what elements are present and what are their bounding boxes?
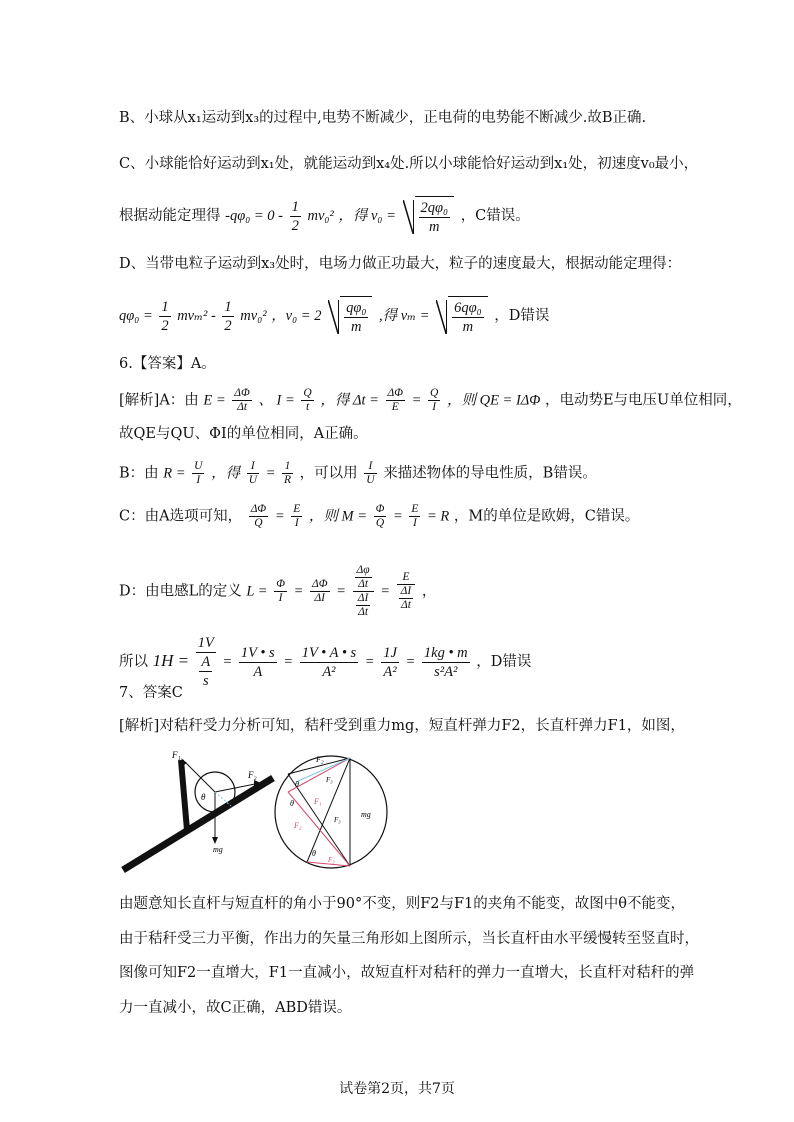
- sqrt-v0: $\frac{\text{2qφ₀}}{m}$: [403, 196, 455, 236]
- label-f3-b: F₃: [334, 816, 341, 824]
- label-theta: θ: [201, 792, 206, 802]
- q7-analysis-line2: 由题意知长直杆与短直杆的角小于90°不变，则F2与F1的夹角不能变，故图中θ不能变，: [119, 896, 685, 912]
- q6-analysis-d: D：由电感L的定义 L = $\frac{\Phi}{I}$ = $\frac{\Delta\Phi}{\Delta I}$ = $\frac{\frac{\Delta\varphi}{\Delta t}}{\frac{\Delta I}{\Delta t}}$ = $\frac{E}{\frac{\Delta I}{\Delta t}}$ ，: [119, 564, 437, 618]
- label-f3-c: F₃: [328, 856, 335, 864]
- label-theta-a: θ: [295, 780, 299, 789]
- q6-analysis-b: B：由 R = $\frac{U}{I}$ ，得 $\frac{I}{U}$ = $\frac{1}{R}$ ，可以用 $\frac{I}{U}$ 来描述物体的导电性质，B错误。: [119, 460, 597, 486]
- label-mg: mg: [213, 845, 223, 854]
- q7-analysis-line1: [解析]对秸秆受力分析可知，秸秆受到重力mg，短直杆弹力F2，长直杆弹力F1，如图，: [119, 718, 685, 734]
- label-f3-a: F₃: [326, 776, 333, 784]
- q6-unit-equation: 所以 1H = $\frac{1V}{\frac{A}{s}}$ = $\frac{1V • s}{A}$ = $\frac{1V • A • s}{\text{A²}}$ = $\frac{1J}{\text{A²}}$ = $\frac{1kg • m}{\text{s²A²}}$ ，D错误: [119, 635, 532, 689]
- label-f2: F₂: [248, 770, 257, 780]
- option-c-line1: C、小球能恰好运动到x₁处，就能运动到x₄处.所以小球能恰好运动到x₁处，初速度v₀最小，: [119, 156, 699, 172]
- label-f1: F₁: [172, 750, 181, 760]
- label-circle-mg: mg: [361, 810, 371, 819]
- page-footer: 试卷第2页，共7页: [339, 1081, 455, 1097]
- q6-analysis-a: [解析]A：由 E = $\frac{\Delta\Phi}{\Delta t}$ 、 I = $\frac{Q}{t}$ ，得 Δt = $\frac{\Delta\Phi}{E}$ = $\frac{Q}{I}$ ，则 QE = IΔΦ ，电动势E与电压U单位相同，: [119, 387, 742, 413]
- label-circle-f2: F₂: [316, 755, 324, 764]
- q6-answer: 6.【答案】A。: [119, 356, 216, 372]
- q7-analysis-line3: 由于秸秆受三力平衡，作出力的矢量三角形如上图所示，当长直杆由水平缓慢转至竖直时，: [119, 931, 699, 947]
- q6-analysis-c: C：由A选项可知， $\frac{\Delta\Phi}{Q}$ = $\frac{E}{I}$ ，则 M = $\frac{\Phi}{Q}$ = $\frac{E}{I}$ = R ，M的单位是欧姆，C错误。: [119, 503, 640, 529]
- option-d-equation-line: qφ₀ = $\frac{1}{2}$ mvₘ² - $\frac{1}{2}$ mv₀² ，v₀ = 2 $\frac{\text{qφ₀}}{m}$ ,得 vₘ = $\frac{\text{6qφ₀}}{m}$ ，D错误: [119, 296, 549, 336]
- vector-triangle-diagram: [270, 742, 392, 882]
- q7-analysis-line5: 力一直减小，故C正确，ABD错误。: [119, 1000, 352, 1016]
- label-theta-c: θ: [312, 849, 316, 858]
- option-d-line1: D、当带电粒子运动到x₃处时，电场力做正功最大，粒子的速度最大，根据动能定理得：: [119, 256, 682, 272]
- label-red-f1: F₁: [314, 797, 322, 806]
- label-red-f2: F₂: [294, 821, 302, 830]
- option-c-equation-line: 根据动能定理得 -qφ₀ = 0 - $\frac{1}{2}$ mv₀² ，得 v₀ = $\frac{\text{2qφ₀}}{m}$ ，C错误。: [119, 196, 530, 236]
- q7-answer: 7、答案C: [119, 685, 183, 701]
- option-b-text: B、小球从x₁运动到x₃的过程中,电势不断减少，正电荷的电势能不断减少.故B正确.: [119, 110, 647, 126]
- q6-analysis-a2: 故QE与QU、ΦI的单位相同，A正确。: [119, 426, 368, 442]
- q7-analysis-line4: 图像可知F2一直增大，F1一直减小，故短直杆对秸秆的弹力一直增大，长直杆对秸秆的弹: [119, 965, 695, 981]
- label-theta-b: θ: [290, 799, 294, 808]
- fraction-half: $\frac{1}{2}$: [291, 198, 299, 234]
